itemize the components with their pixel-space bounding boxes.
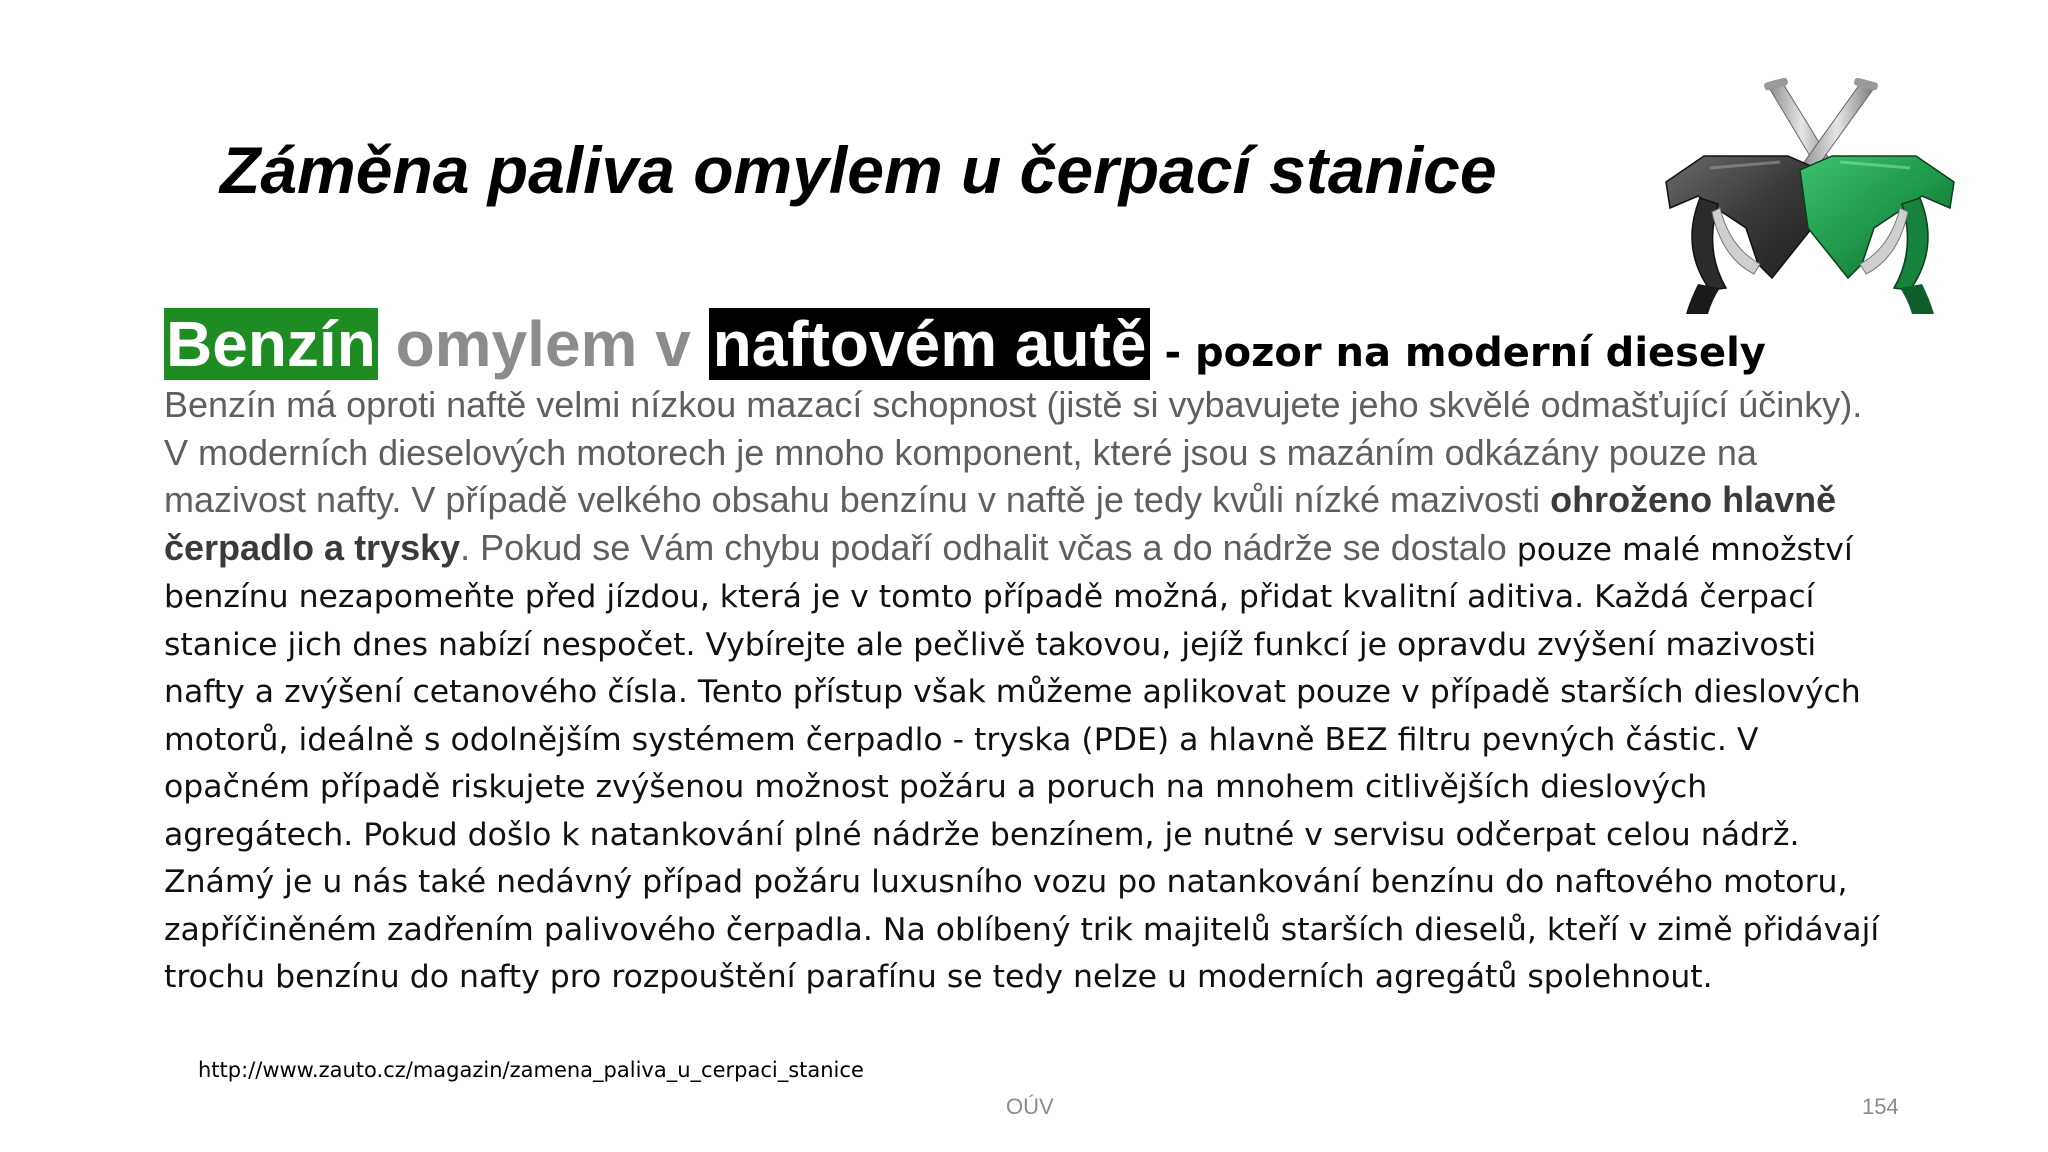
body-black-text: pouze malé množství benzínu nezapomeňte před jízdou, která je v tomto případě možná, přidat kvalitní aditiva. Každá čerpací stanice jich dnes nabízí nespočet. Vybírejte ale pečlivě takovou, jejíž funkcí je opravdu zvýšení mazivosti nafty a zvýšení cetanového čísla. Tento přístup však můžeme aplikovat pouze v případě starších dieslových motorů, ideálně s odolnějším systémem čerpadlo - tryska (PDE) a hlavně BEZ filtru pevných částic. V opačném případě riskujete zvýšenou možnost požáru a poruch na mnohem citlivějších dieslových agregátech. Pokud došlo k natankování plné nádrže benzínem, je nutné v servisu odčerpat celou nádrž. Známý je u nás také nedávný případ požáru luxusního vozu po natankování benzínu do naftového motoru, zapříčiněném zadřením palivového čerpadla. Na oblíbený trik majitelů starších dieselů, kteří v zimě přidávají trochu benzínu do nafty pro rozpouštění parafínu se tedy nelze u moderních agregátů spolehnout. xyxy=(164,531,1880,995)
body-grey-1: Benzín má oproti naftě velmi nízkou mazací schopnost (jistě si vybavujete jeho skvělé odmašťující účinky). V moderních dieselových motorech je mnoho komponent, které jsou s mazáním odkázány pouze na mazivost nafty. V případě velkého obsahu benzínu v naftě je tedy kvůli nízké mazivosti xyxy=(164,384,1863,520)
body-grey-bold: ohroženo hlavně čerpadlo a trysky xyxy=(164,479,1837,568)
slide-title: Záměna paliva omylem u čerpací stanice xyxy=(220,133,1497,207)
fuel-pump-nozzles-icon xyxy=(1660,78,1960,314)
body-grey-2: . Pokud se Vám chybu podaří odhalit včas a do nádrže se dostalo xyxy=(460,526,1517,568)
footer-text: OÚV xyxy=(1006,1094,1054,1119)
subheading-omylem: omylem v xyxy=(377,308,709,380)
subheading-benzin: Benzín xyxy=(166,308,376,380)
subheading-naftovem: naftovém autě xyxy=(709,308,1151,380)
body-paragraph xyxy=(164,382,1884,1001)
page-number: 154 xyxy=(1862,1094,1899,1119)
subheading-suffix: - pozor na moderní diesely xyxy=(1164,330,1766,376)
source-link: http://www.zauto.cz/magazin/zamena_paliva_u_cerpaci_stanice xyxy=(198,1058,864,1082)
